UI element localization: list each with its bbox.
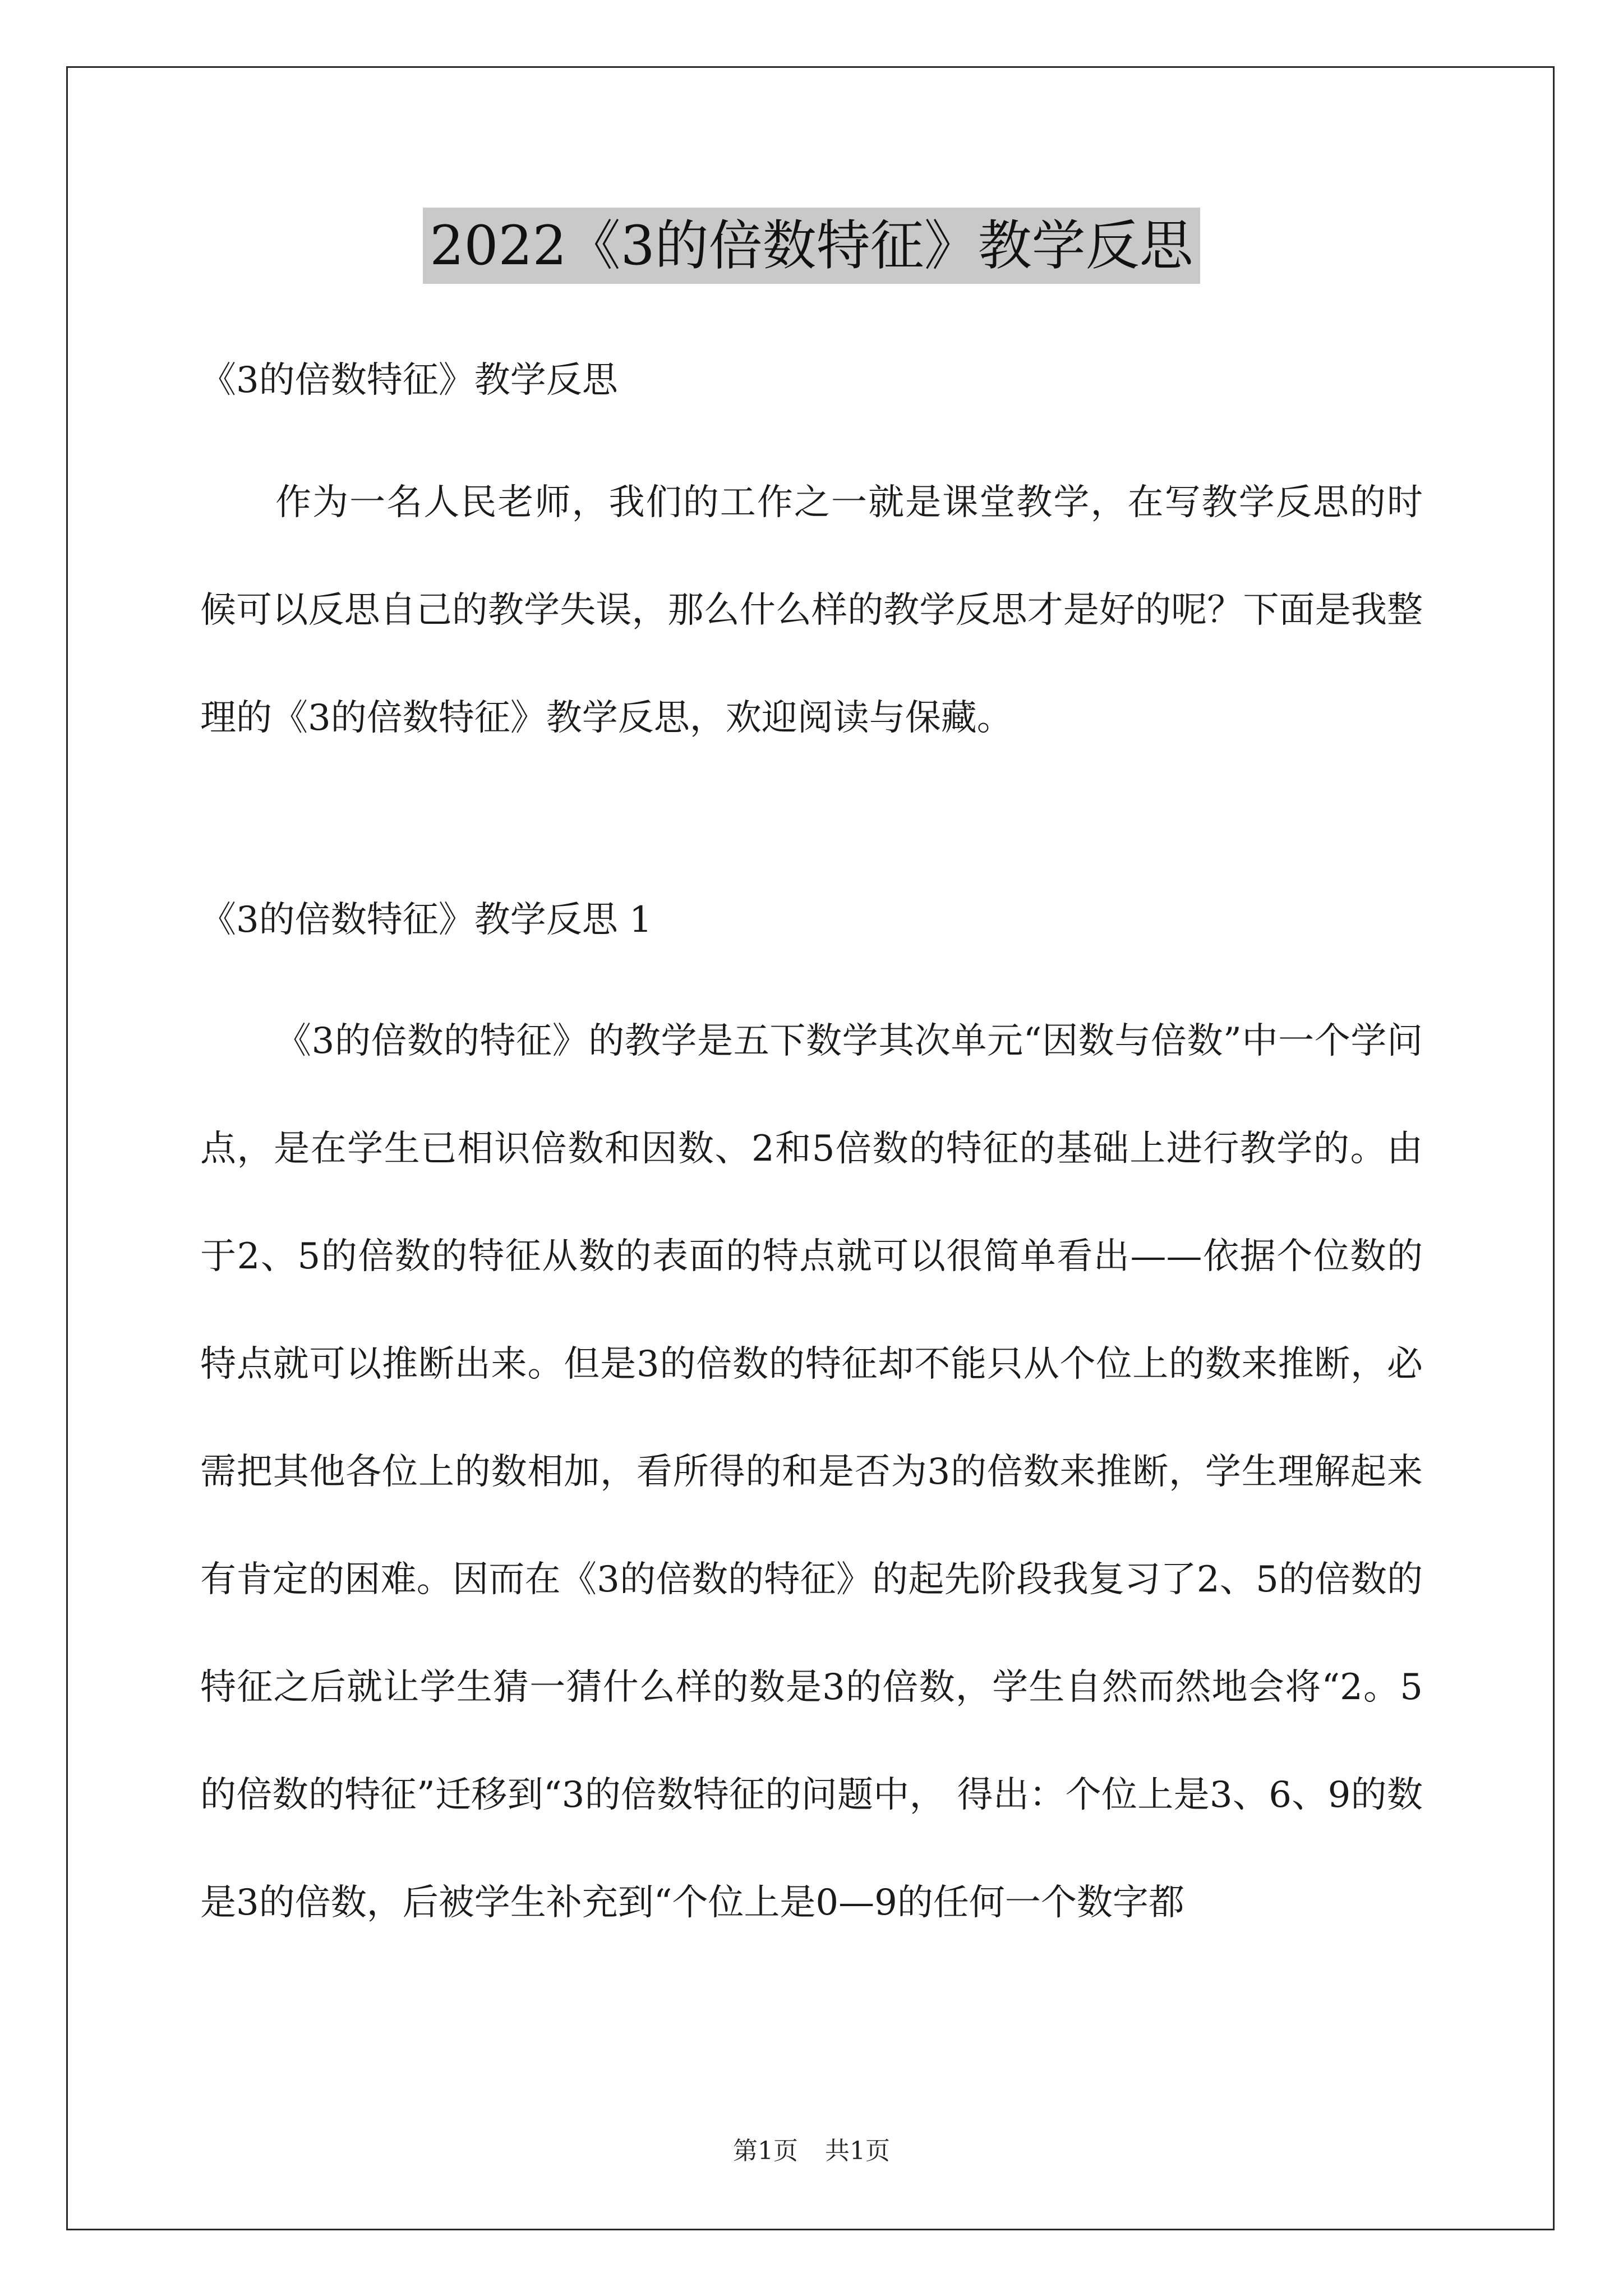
page-total: 共1页	[825, 2137, 890, 2165]
intro-paragraph: 作为一名人民老师，我们的工作之一就是课堂教学，在写教学反思的时候可以反思自己的教学失误，那么什么样的教学反思才是好的呢？下面是我整理的《3的倍数特征》教学反思，欢迎阅读与保藏。	[200, 482, 1423, 739]
document-title-wrap	[0, 208, 1623, 284]
section-body-paragraph: 《3的倍数的特征》的教学是五下数学其次单元“因数与倍数”中一个学问点，是在学生已相识倍数和因数、2和5倍数的特征的基础上进行教学的。由于2、5的倍数的特征从数的表面的特点就可以很简单看出——依据个位数的特点就可以推断出来。但是3的倍数的特征却不能只从个位上的数来推断，必需把其他各位上的数相加，看所得的和是否为3的倍数来推断，学生理解起来有肯定的困难。因而在《3的倍数的特征》的起先阶段我复习了2、5的倍数的特征之后就让学生猜一猜什么样的数是3的倍数，学生自然而然地会将“2。5的倍数的特征”迁移到“3的倍数特征的问题中， 得出：个位上是3、6、9的数是3的倍数，后被学生补充到“个位上是0—9的任何一个数字都	[200, 1020, 1423, 1924]
page-footer	[0, 2134, 1623, 2168]
document-title: 2022《3的倍数特征》教学反思	[423, 208, 1200, 284]
document-subtitle: 《3的倍数特征》教学反思	[200, 360, 618, 401]
page-number: 第1页	[733, 2137, 798, 2165]
section-heading: 《3的倍数特征》教学反思 1	[200, 899, 652, 941]
